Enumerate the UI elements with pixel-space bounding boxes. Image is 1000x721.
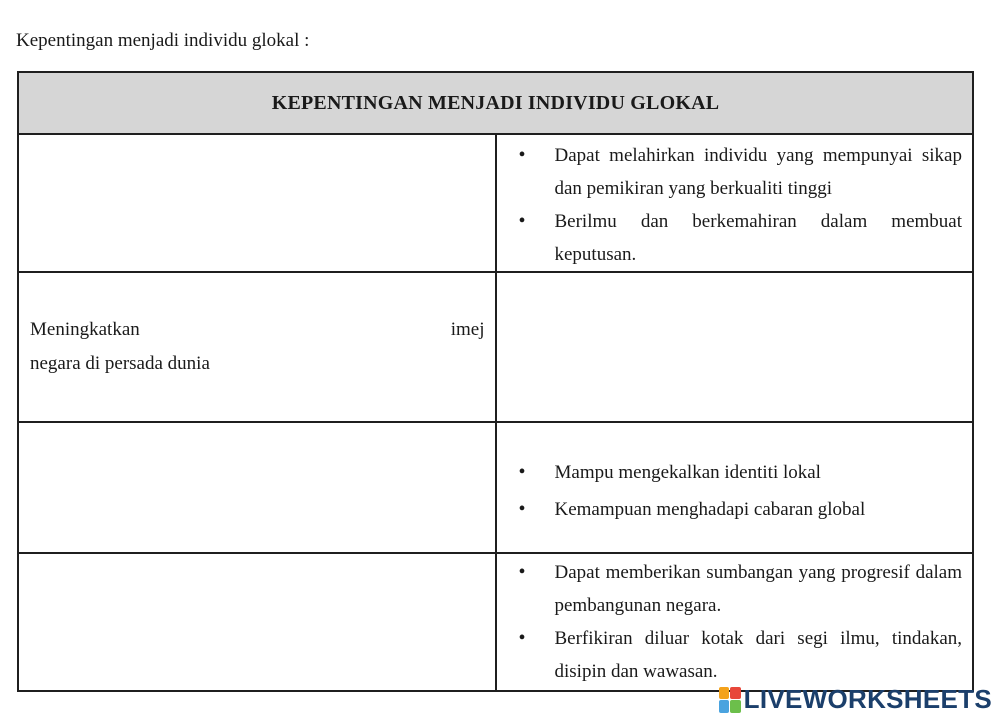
liveworksheets-logo [719,684,992,715]
logo-square [730,700,741,713]
answer-cell-3[interactable] [18,422,496,553]
answer-cell-2[interactable] [496,272,974,422]
table-row [18,553,973,691]
answer-cell-4[interactable] [18,553,496,691]
description-cell [496,422,974,553]
logo-mark-icon [719,687,741,713]
logo-square [719,687,730,700]
bullet-item: • Kemampuan menghadapi cabaran global [519,493,963,526]
bullet-item: • Berfikiran diluar kotak dari segi ilmu, tindakan, disipin dan wawasan. [519,622,963,688]
answer-cell-1[interactable] [18,134,496,272]
bullet-item: • Dapat memberikan sumbangan yang progresif dalam pembangunan negara. [519,556,963,622]
table-header: KEPENTINGAN MENJADI INDIVIDU GLOKAL [18,72,973,134]
logo-text: LIVEWORKSHEETS [743,684,992,714]
bullet-item: • Dapat melahirkan individu yang mempunyai sikap dan pemikiran yang berkualiti tinggi [519,139,963,205]
logo-square [730,687,741,700]
logo-square [719,700,730,713]
table-row [18,272,973,422]
intro-text: Kepentingan menjadi individu glokal : [16,30,310,51]
table-row [18,422,973,553]
label-line: negara di persada dunia [30,353,210,374]
label-word: imej [450,319,485,340]
bullet-item: • Mampu mengekalkan identiti lokal [519,456,963,489]
table-row [18,134,973,272]
description-cell [496,134,974,272]
importance-table [17,71,974,692]
label-cell [18,272,496,422]
description-cell [496,553,974,691]
bullet-item: • Berilmu dan berkemahiran dalam membuat keputusan. [519,205,963,271]
label-word: Meningkatkan [30,319,140,340]
